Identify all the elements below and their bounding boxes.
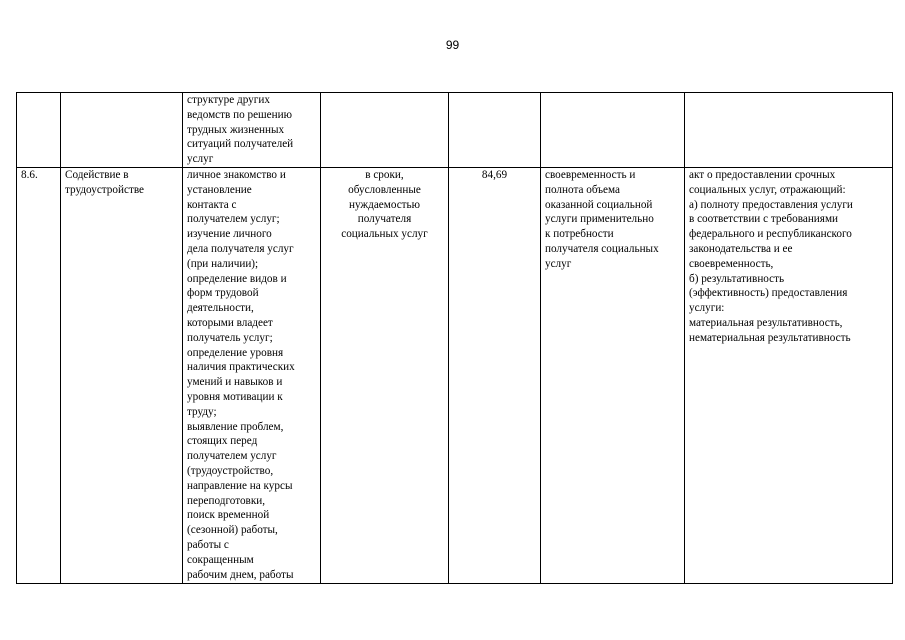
services-table [16,92,893,584]
table-row-continuation [17,93,893,168]
cell-service-name [61,93,183,168]
cell-number [17,93,61,168]
cell-service-content: личное знакомство и установление контакта с получателем услуг; изучение личного дела получателя услуг (при наличии); определение видов и форм трудовой деятельности, которыми владеет получатель услуг; определение уровня наличия практических умений и навыков и уровня мотивации к труду; выявление проблем, стоящих перед получателем услуг (трудоустройство, направление на курсы переподготовки, поиск временной (сезонной) работы, работы с сокращенным рабочим днем, работы [183,167,321,583]
cell-quality-indicators [541,93,685,168]
cell-evaluation: акт о предоставлении срочных социальных услуг, отражающий: а) полноту предоставления услуги в соответствии с требованиями федерального и республиканского законодательства и ее своевременность, б) результативность (эффективность) предоставления услуги: материальная результативность, нематериальная результативность [685,167,893,583]
cell-service-name: Содействие в трудоустройстве [61,167,183,583]
cell-service-content: структуре других ведомств по решению трудных жизненных ситуаций получателей услуг [183,93,321,168]
cell-number: 8.6. [17,167,61,583]
cell-tariff [449,93,541,168]
page-number: 99 [445,38,460,52]
cell-deadline [321,93,449,168]
table-row-8-6 [17,167,893,583]
cell-tariff: 84,69 [449,167,541,583]
cell-quality-indicators: своевременность и полнота объема оказанной социальной услуги применительно к потребности получателя социальных услуг [541,167,685,583]
cell-evaluation [685,93,893,168]
cell-deadline: в сроки, обусловленные нуждаемостью получателя социальных услуг [321,167,449,583]
